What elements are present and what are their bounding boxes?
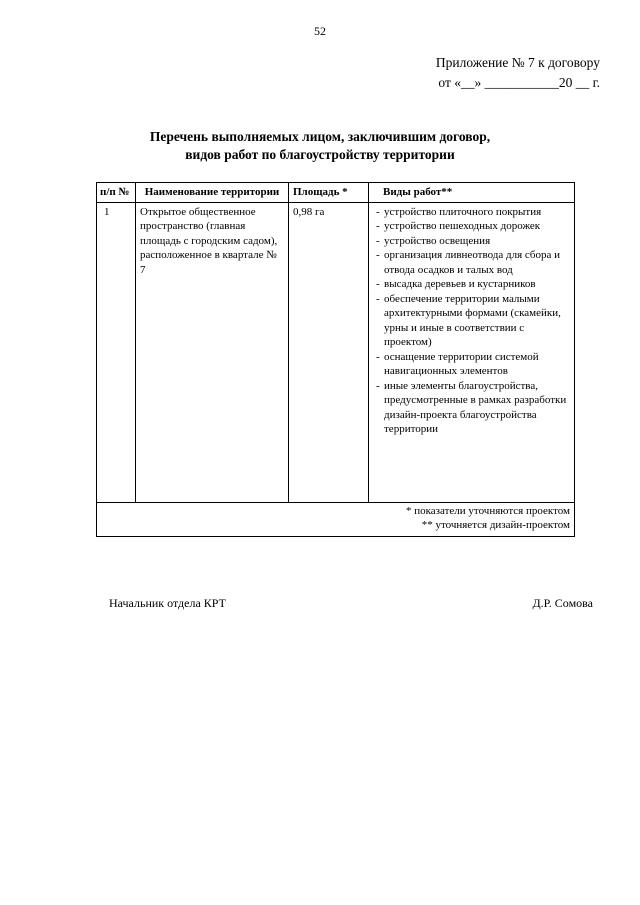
header-works: Виды работ** xyxy=(369,183,575,203)
header-area: Площадь * xyxy=(289,183,369,203)
signature-block xyxy=(109,596,593,611)
note-area: * показатели уточняются проектом xyxy=(405,504,570,517)
header-name: Наименование территории xyxy=(136,183,289,203)
title-line-1: Перечень выполняемых лицом, заключившим договор, xyxy=(149,129,491,144)
list-item: - устройство пешеходных дорожек xyxy=(376,220,541,232)
header-num: п/п № xyxy=(97,183,136,203)
signature-name: Д.Р. Сомова xyxy=(532,596,593,610)
table-header-row xyxy=(97,183,575,203)
cell-works xyxy=(369,202,575,502)
works-list xyxy=(373,205,570,437)
appendix-header xyxy=(436,53,600,93)
cell-num: 1 xyxy=(97,202,136,502)
document-title xyxy=(0,128,640,164)
works-table xyxy=(96,182,575,537)
list-item: - устройство освещения xyxy=(376,234,491,247)
appendix-date-line: от «__» ___________20 __ г. xyxy=(438,75,600,90)
notes-cell xyxy=(97,502,575,536)
notes-row xyxy=(97,502,575,536)
page-number: 52 xyxy=(314,24,326,38)
list-item: - организация ливнеотвода для сбора и отвода осадков и талых вод xyxy=(376,249,561,276)
list-item: - оснащение территории системой навигационных элементов xyxy=(376,350,539,377)
list-item: - обеспечение территории малыми архитектурными формами (скамейки, урны и иные в соответствии с проектом) xyxy=(376,292,561,348)
cell-name: Открытое общественное пространство (главная площадь с городским садом), расположенное в квартале № 7 xyxy=(136,202,289,502)
title-line-2: видов работ по благоустройству территории xyxy=(185,147,455,162)
table-row xyxy=(97,202,575,502)
appendix-title: Приложение № 7 к договору xyxy=(435,55,600,70)
signature-position: Начальник отдела КРТ xyxy=(109,596,226,610)
list-item: - иные элементы благоустройства, предусмотренные в рамках разработки дизайн-проекта благоустройства территории xyxy=(376,379,567,435)
note-works: ** уточняется дизайн-проектом xyxy=(421,519,570,531)
list-item: - устройство плиточного покрытия xyxy=(376,205,542,218)
cell-area: 0,98 га xyxy=(289,202,369,502)
list-item: - высадка деревьев и кустарников xyxy=(376,278,536,290)
